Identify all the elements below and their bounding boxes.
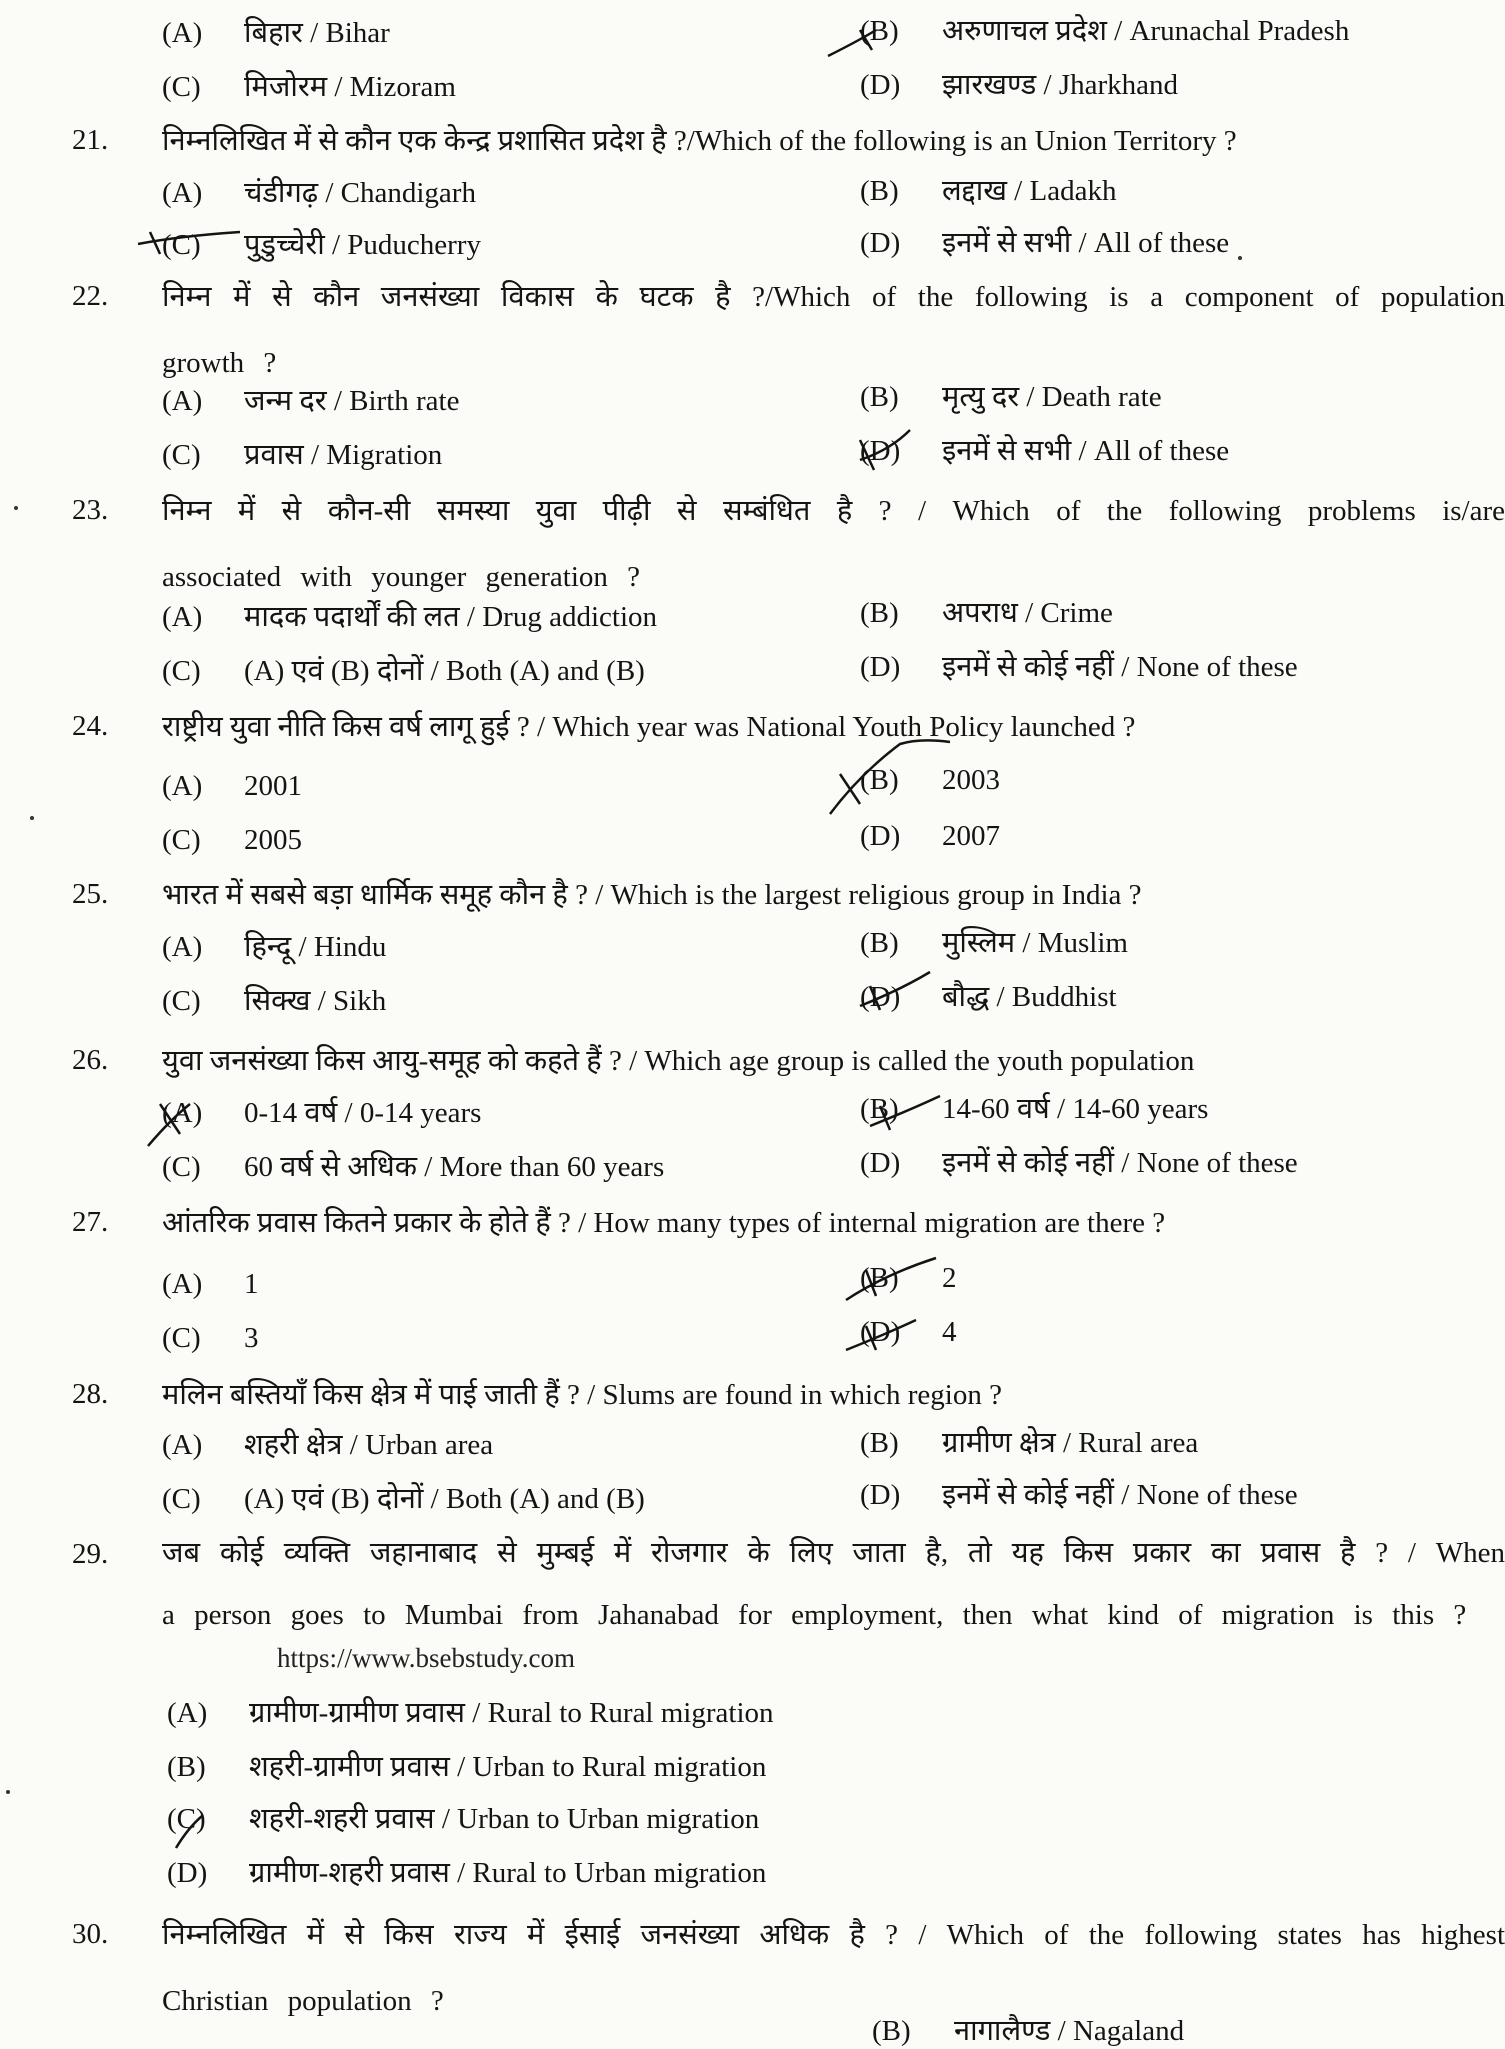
option-D: (D) ग्रामीण-शहरी प्रवास / Rural to Urban migration [167,1857,767,1889]
option-B: (B) शहरी-ग्रामीण प्रवास / Urban to Rural migration [167,1751,767,1783]
option-A: (A) शहरी क्षेत्र / Urban area [162,1429,494,1461]
tick-mark-icon [850,966,950,1016]
option-B: (B) 2003 [860,764,1000,796]
option-D: (D) इनमें से कोई नहीं / None of these [860,1479,1298,1511]
question-text: जब कोई व्यक्ति जहानाबाद से मुम्बई में रोजगार के लिए जाता है, तो यह किस प्रकार का प्रवास है ? / When a person goes to Mumbai from Jahanabad for employment, then what kind of migration is this ? [162,1537,1505,1631]
tick-mark-icon [850,420,950,480]
question-text: राष्ट्रीय युवा नीति किस वर्ष लागू हुई ? / Which year was National Youth Policy launched ? [162,711,1136,743]
scan-speck [30,816,34,820]
option-D: (D) इनमें से कोई नहीं / None of these [860,1147,1298,1179]
option-B: (B) मुस्लिम / Muslim [860,927,1128,959]
option-B: (B) 2 [860,1262,957,1294]
question-text: मलिन बस्तियाँ किस क्षेत्र में पाई जाती हैं ? / Slums are found in which region ? [162,1379,1002,1411]
question-text: निम्न में से कौन जनसंख्या विकास के घटक है ?/Which of the following is a component of population growth ? [162,281,1505,379]
option-C: (C) (A) एवं (B) दोनों / Both (A) and (B) [162,1483,645,1515]
question-number: 21. [72,124,109,156]
tick-mark-icon [168,1808,228,1858]
scan-speck [14,506,18,510]
tick-mark-icon [836,1250,946,1310]
option-D: (D) बौद्ध / Buddhist [860,981,1117,1013]
option-D: (D) इनमें से सभी / All of these [860,227,1230,259]
option-C: (C) सिक्ख / Sikh [162,985,387,1017]
question-number: 30. [72,1918,109,1950]
option-A: (A) मादक पदार्थों की लत / Drug addiction [162,601,657,633]
option-A: (A) 2001 [162,770,302,802]
option-D: (D) झारखण्ड / Jharkhand [860,69,1179,101]
option-C: (C) 60 वर्ष से अधिक / More than 60 years [162,1151,665,1183]
option-C: (C) 3 [162,1322,259,1354]
option-B: (B) अपराध / Crime [860,597,1113,629]
question-number: 29. [72,1538,109,1570]
question-number: 23. [72,494,109,526]
option-C: (C) शहरी-शहरी प्रवास / Urban to Urban migration [167,1803,760,1835]
tick-mark-icon [140,1090,220,1150]
question-text: निम्नलिखित में से कौन एक केन्द्र प्रशासित प्रदेश है ?/Which of the following is an Union Territory ? [162,125,1237,157]
question-number: 27. [72,1206,109,1238]
option-C: (C) मिजोरम / Mizoram [162,71,456,103]
question-number: 25. [72,878,109,910]
option-D: (D) इनमें से कोई नहीं / None of these [860,651,1298,683]
question-number: 28. [72,1378,109,1410]
watermark-url: https://www.bsebstudy.com [277,1643,575,1673]
question-text: युवा जनसंख्या किस आयु-समूह को कहते हैं ? / Which age group is called the youth population [162,1045,1195,1077]
question-text: निम्नलिखित में से किस राज्य में ईसाई जनसंख्या अधिक है ? / Which of the following states has highest Christian population ? [162,1919,1505,2017]
option-B: (B) अरुणाचल प्रदेश / Arunachal Pradesh [860,15,1350,47]
option-A: (A) ग्रामीण-ग्रामीण प्रवास / Rural to Rural migration [167,1697,774,1729]
question-text: आंतरिक प्रवास कितने प्रकार के होते हैं ? / How many types of internal migration are there ? [162,1207,1166,1239]
option-B: (B) मृत्यु दर / Death rate [860,381,1162,413]
tick-mark-icon [820,734,960,824]
option-D: (D) 2007 [860,820,1000,852]
option-C: (C) (A) एवं (B) दोनों / Both (A) and (B) [162,655,645,687]
option-A: (A) हिन्दू / Hindu [162,931,387,963]
scan-speck [1238,256,1242,260]
tick-mark-icon [130,224,250,264]
option-A: (A) बिहार / Bihar [162,17,390,49]
option-C: (C) 2005 [162,824,302,856]
option-B: (B) 14-60 वर्ष / 14-60 years [860,1093,1209,1125]
question-number: 26. [72,1044,109,1076]
option-B: (B) लद्दाख / Ladakh [860,175,1117,207]
option-A: (A) चंडीगढ़ / Chandigarh [162,177,476,209]
option-C: (C) पुडुच्चेरी / Puducherry [162,229,481,261]
option-D: (D) 4 [860,1316,957,1348]
question-number: 24. [72,710,109,742]
option-A: (A) 0-14 वर्ष / 0-14 years [162,1097,482,1129]
option-A: (A) 1 [162,1268,259,1300]
option-A: (A) जन्म दर / Birth rate [162,385,460,417]
question-text: भारत में सबसे बड़ा धार्मिक समूह कौन है ? / Which is the largest religious group in India ? [162,879,1142,911]
scan-speck [6,1790,10,1794]
question-number: 22. [72,280,109,312]
tick-mark-icon [836,1310,946,1360]
option-C: (C) प्रवास / Migration [162,439,443,471]
option-B: (B) नागालैण्ड / Nagaland [872,2015,1185,2047]
question-text: निम्न में से कौन-सी समस्या युवा पीढ़ी से सम्बंधित है ? / Which of the following problems is/are associated with younger generation ? [162,495,1505,593]
option-B: (B) ग्रामीण क्षेत्र / Rural area [860,1427,1199,1459]
tick-mark-icon [820,0,940,70]
option-D: (D) इनमें से सभी / All of these [860,435,1230,467]
tick-mark-icon [860,1086,960,1136]
